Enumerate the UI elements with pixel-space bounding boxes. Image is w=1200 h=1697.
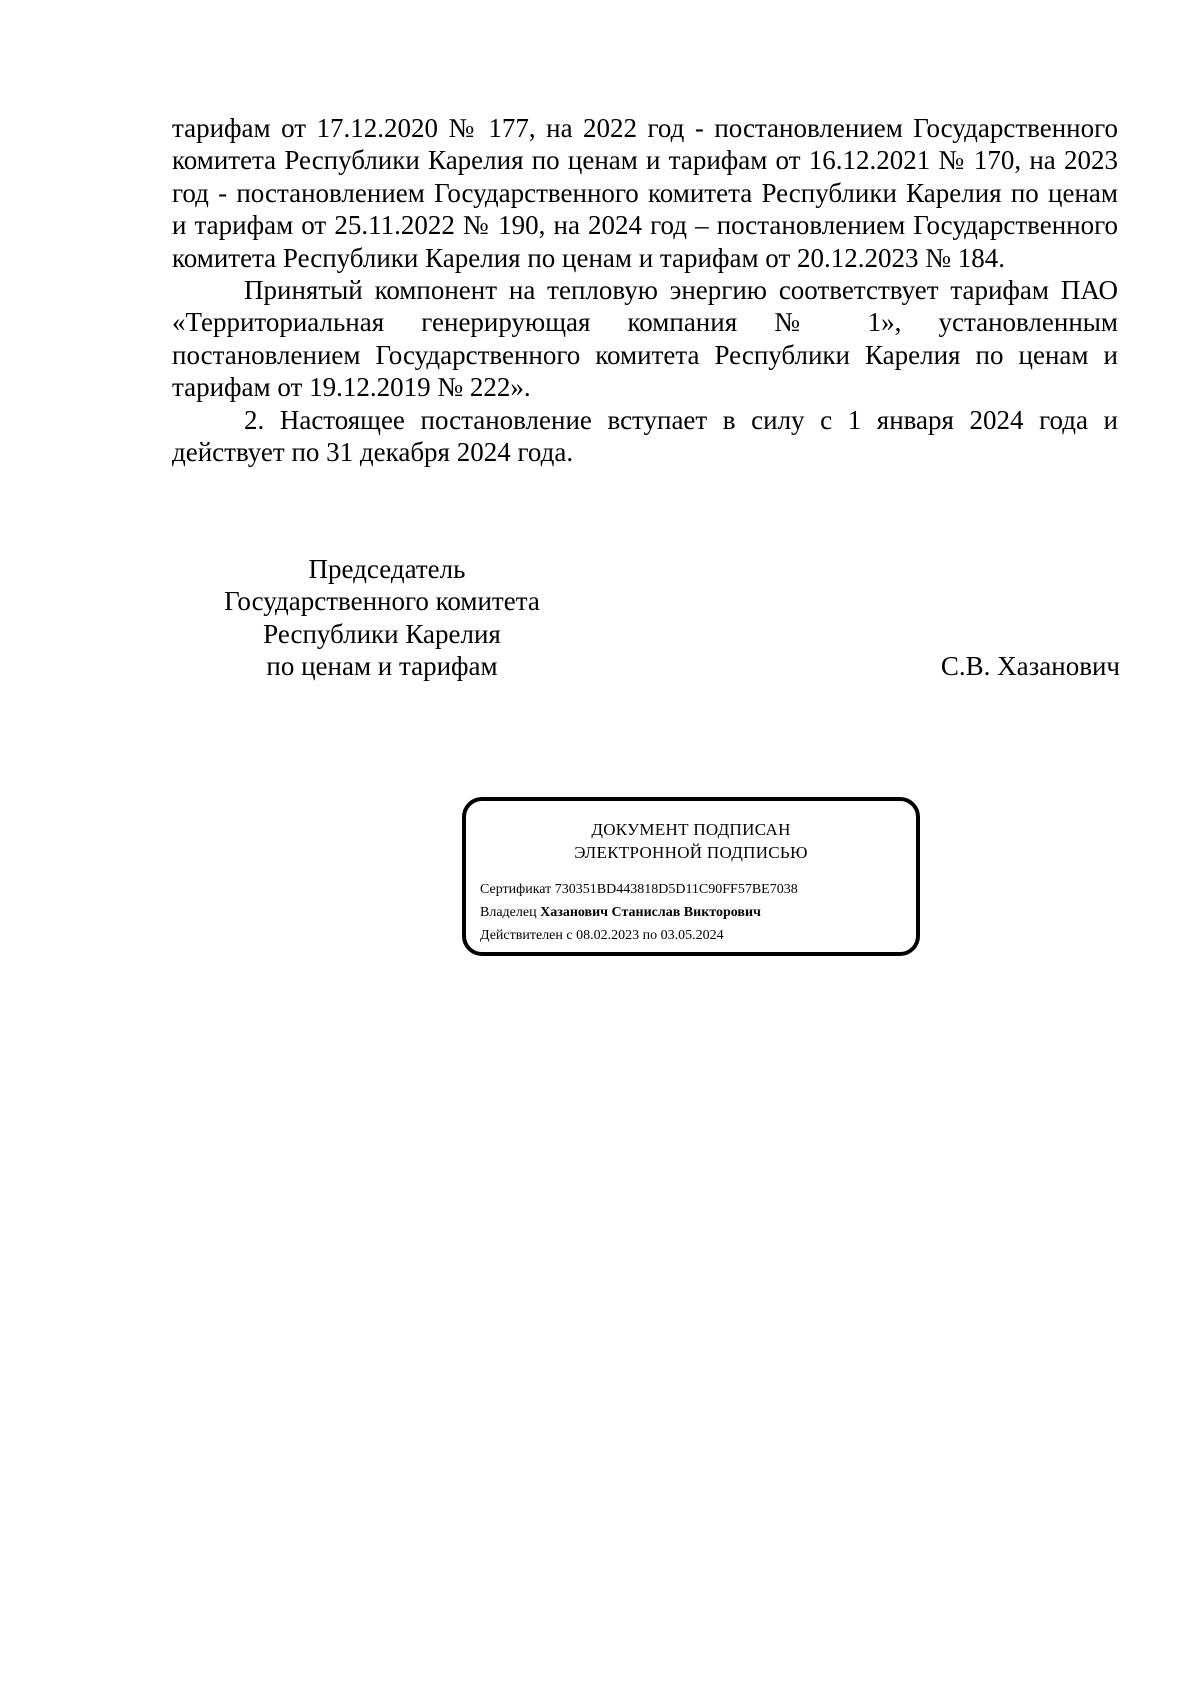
stamp-details — [480, 878, 798, 947]
signatory-position-line: Председатель — [308, 554, 466, 584]
stamp-valid-from-label: с — [566, 928, 573, 943]
document-body — [172, 112, 1118, 468]
signatory-position-line: по ценам и тарифам — [266, 651, 498, 682]
signatory-position-line: Республики Карелия — [263, 618, 501, 649]
stamp-owner-value: Хазанович Станислав Викторович — [540, 905, 761, 920]
stamp-valid-to: 03.05.2024 — [660, 928, 724, 943]
paragraph-heat-component: Принятый компонент на тепловую энергию соответствует тарифам ПАО «Территориальная генерирующая компания № 1», установленным постановлением Государственного комитета Республики Карелия по ценам и тарифам от 19.12.2019 № 222». — [172, 275, 1118, 403]
stamp-title-line: ДОКУМЕНТ ПОДПИСАН — [591, 820, 791, 839]
signer-name: С.В. Хазанович — [940, 651, 1120, 681]
signatory-position-line: Государственного комитета — [224, 586, 540, 617]
stamp-owner-label: Владелец — [480, 905, 537, 920]
stamp-title-line: ЭЛЕКТРОННОЙ ПОДПИСЬЮ — [574, 843, 808, 862]
electronic-signature-stamp — [462, 797, 920, 956]
stamp-valid-from: 08.02.2023 — [576, 928, 640, 943]
stamp-valid-label: Действителен — [480, 928, 563, 943]
stamp-certificate-row — [480, 878, 798, 901]
stamp-certificate-value: 730351BD443818D5D11C90FF57BE7038 — [554, 882, 798, 897]
paragraph-tariff-resolutions: тарифам от 17.12.2020 № 177, на 2022 год - постановлением Государственного комитета Республики Карелия по ценам и тарифам от 16.12.2021 № 170, на 2023 год - постановлением Государственного комитета Республики Карелия по ценам и тарифам от 25.11.2022 № 190, на 2024 год – постановлением Государственного комитета Республики Карелия по ценам и тарифам от 20.12.2023 № 184. — [172, 113, 1118, 273]
stamp-valid-to-label: по — [642, 928, 658, 943]
stamp-certificate-label: Сертификат — [480, 882, 552, 897]
signatory-position — [172, 553, 592, 683]
stamp-owner-row — [480, 901, 798, 924]
paragraph-effective-date: 2. Настоящее постановление вступает в силу с 1 января 2024 года и действует по 31 декабря 2024 года. — [172, 404, 1118, 468]
stamp-validity-row — [480, 924, 798, 947]
stamp-title — [466, 818, 916, 864]
